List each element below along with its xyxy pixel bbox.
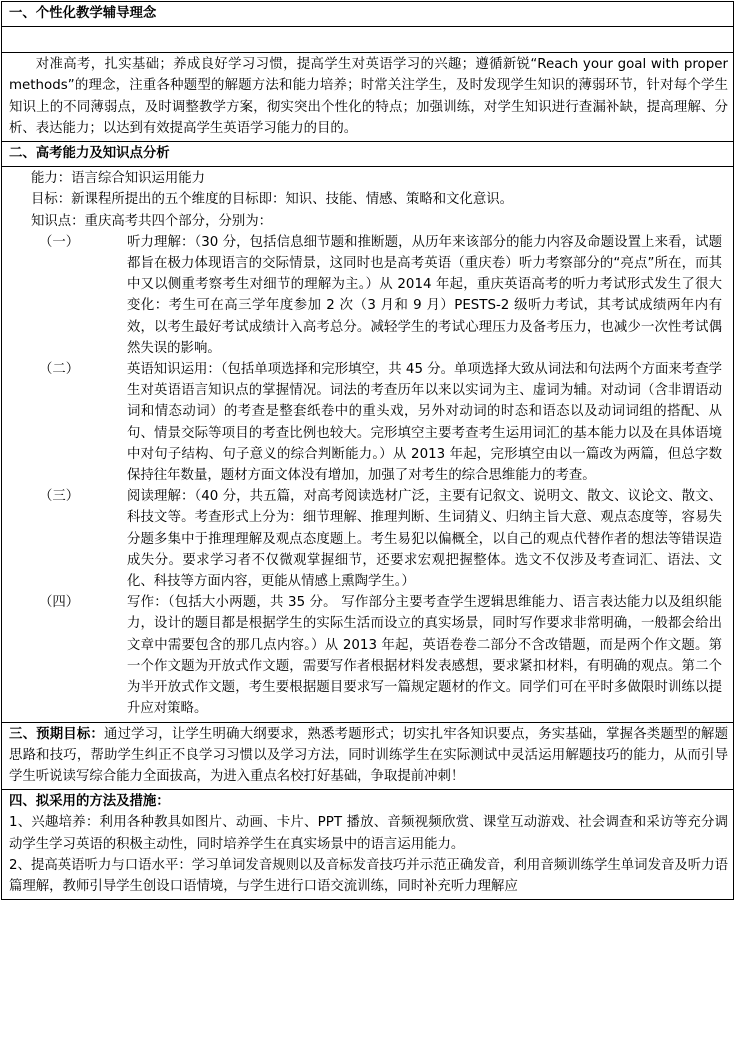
section1-title-row [2, 2, 734, 27]
part-listening [9, 232, 728, 359]
section1-title: 一、个性化教学辅导理念 [2, 2, 734, 27]
section2-body-row [2, 167, 734, 722]
section1-body: 对准高考，扎实基础；养成良好学习习惯，提高学生对英语学习的兴趣；遵循新锐“Reach your goal with proper methods”的理念，注重各种题型的解题方法和能力培养；时常关注学生，及时发现学生知识的薄弱环节，针对每个学生知识上的不同薄弱点，及时调整教学方案，彻实突出个性化的特点；加强训练，对学生知识进行查漏补缺，提高理解、分析、表达能力；以达到有效提高学生英语学习能力的目的。 [2, 53, 734, 142]
knowledge-line: 知识点：重庆高考共四个部分，分别为： [31, 213, 273, 229]
teaching-plan-table [1, 1, 734, 900]
goal-line: 目标：新课程所提出的五个维度的目标即：知识、技能、情感、策略和文化意识。 [31, 192, 514, 208]
part-text: 英语知识运用：（包括单项选择和完形填空，共 45 分。单项选择大致从词法和句法两个方面来考查学生对英语语言知识点的掌握情况。词法的考查历年以来以实词为主、虚词为辅。对动词（含非谓语动词和情态动词）的考查是整套纸卷中的重头戏，另外对动词的时态和语态以及动词词组的搭配、从句、情景交际等项目的考查比例也较大。完形填空主要考查考生运用词汇的基本能力以及在具体语境中对句子结构、句子意义的综合判断能力。）从 2013 年起，完形填空由以一篇改为两篇，但总字数保持往年数量，题材方面文体没有增加，加强了对考生的综合思维能力的考查。 [127, 362, 722, 484]
method-item: 2、提高英语听力与口语水平：学习单词发音规则以及音标发音技巧并示范正确发音，利用音频训练学生单词发音及听力语篇理解，教师引导学生创设口语情境，与学生进行口语交流训练，同时补充听力理解应 [9, 857, 728, 894]
part-text: 听力理解：（30 分，包括信息细节题和推断题，从历年来该部分的能力内容及命题设置上来看，试题都旨在极力体现语言的交际情景，这同时也是高考英语（重庆卷）听力考察部分的“亮点”所在，而其中又以侧重考察考生对细节的理解为主。）从 2014 年起，重庆英语高考的听力考试形式发生了很大变化：考生可在高三学年度参加 2 次（3 月和 9 月）PESTS-2 级听力考试，其考试成绩两年内有效，以考生最好考试成绩计入高考总分。减轻学生的考试心理压力及备考压力，也减少一次性考试偶然失误的影响。 [127, 234, 722, 356]
part-number: （四） [39, 595, 80, 611]
part-text: 写作：（包括大小两题，共 35 分。 写作部分主要考查学生逻辑思维能力、语言表达能力以及组织能力，设计的题目都是根据学生的实际生活而设立的真实场景，同时写作要求非常明确，一般都会给出文章中需要包含的那几点内容。）从 2013 年起，英语卷卷二部分不含改错题，而是两个作文题。第一个作文题为开放式作文题，需要写作者根据材料发表感想，要求紧扣材料，有明确的观点。第二个为半开放式作文题，考生要根据题目要求写一篇规定题材的作文。同学们可在平时多做限时训练以提升应对策略。 [127, 595, 722, 717]
part-writing [9, 592, 728, 719]
part-number: （三） [39, 489, 80, 505]
part-number: （一） [39, 234, 80, 250]
section3-row [2, 722, 734, 790]
ability-line: 能力：语言综合知识运用能力 [31, 171, 206, 187]
part-reading [9, 486, 728, 592]
section2-title-row [2, 142, 734, 167]
section4-cell [2, 790, 734, 900]
blank-cell [2, 27, 734, 53]
part-text: 阅读理解：（40 分，共五篇，对高考阅读选材广泛，主要有记叙文、说明文、散文、议论文、散文、科技文等。考查形式上分为：细节理解、推理判断、生词猜义、归纳主旨大意、观点态度等，容易失分题多集中于推理理解及观点态度题上。考生易犯以偏概全，以自己的观点代替作者的想法等错误造成失分。要求学习者不仅微观掌握细节，还要求宏观把握整体。选文不仅涉及考查词汇、语法、文化、科技等方面内容，更能从情感上熏陶学生。） [127, 489, 722, 590]
section4-row [2, 790, 734, 900]
section2-title: 二、高考能力及知识点分析 [2, 142, 734, 167]
method-item: 1、兴趣培养：利用各种教具如图片、动画、卡片、PPT 播放、音频视频欣赏、课堂互动游戏、社会调查和采访等充分调动学生学习英语的积极主动性，同时培养学生在真实场景中的语言运用能力。 [9, 815, 728, 852]
part-language-use [9, 359, 728, 486]
section2-body [2, 167, 734, 722]
section3-body: 通过学习，让学生明确大纲要求，熟悉考题形式；切实扎牢各知识要点，务实基础，掌握各类题型的解题思路和技巧，帮助学生纠正不良学习习惯以及学习方法，同时训练学生在实际测试中灵活运用解题技巧的能力，从而引导学生听说读写综合能力全面拔高，为进入重点名校打好基础，争取提前冲刺！ [9, 726, 729, 784]
section4-title: 四、拟采用的方法及措施： [9, 794, 170, 810]
part-number: （二） [39, 362, 80, 378]
blank-row [2, 27, 734, 53]
section1-body-row [2, 53, 734, 142]
section3-cell [2, 722, 734, 790]
section3-title: 三、预期目标： [9, 726, 104, 742]
